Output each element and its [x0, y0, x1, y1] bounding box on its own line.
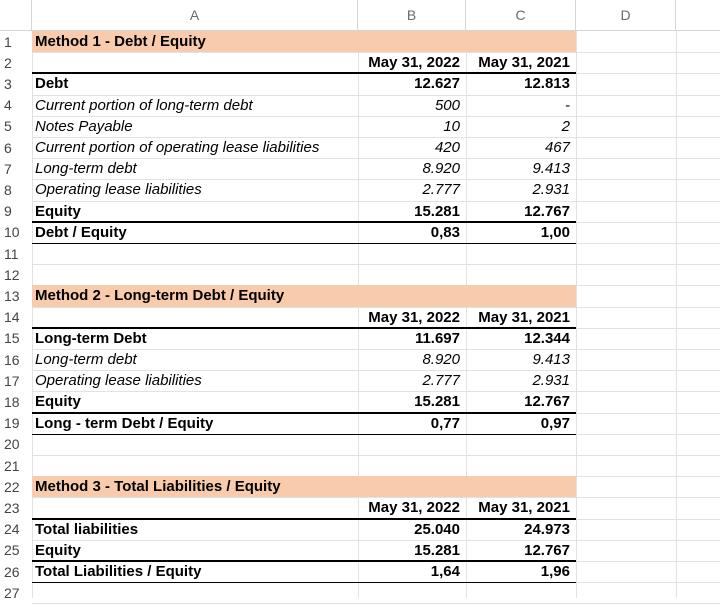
row-header[interactable]: 16 [4, 351, 20, 368]
date-header-2022[interactable]: May 31, 2022 [368, 308, 460, 326]
row-label[interactable]: Notes Payable [35, 117, 133, 135]
value-2021[interactable]: 9.413 [532, 160, 570, 178]
row-label[interactable]: Current portion of long-term debt [35, 96, 253, 114]
date-header-2021[interactable]: May 31, 2021 [478, 499, 570, 517]
section-title[interactable]: Method 3 - Total Liabilities / Equity [32, 476, 576, 497]
value-2022[interactable]: 500 [434, 96, 460, 114]
row-header[interactable]: 11 [4, 245, 19, 262]
row-header[interactable]: 22 [4, 478, 20, 495]
column-header-c[interactable]: C [466, 0, 576, 31]
value-2021[interactable]: 2.931 [532, 372, 570, 390]
row-label[interactable]: Long-term debt [35, 160, 137, 178]
section-title[interactable]: Method 1 - Debt / Equity [32, 31, 576, 52]
row-header[interactable]: 25 [4, 542, 20, 559]
row-label[interactable]: Total liabilities [35, 520, 139, 538]
row-header[interactable]: 9 [4, 203, 12, 220]
border-line [32, 412, 576, 414]
row-header[interactable]: 10 [4, 224, 20, 241]
value-2021[interactable]: 12.767 [524, 541, 570, 559]
value-2022[interactable]: 15.281 [414, 541, 460, 559]
date-header-2021[interactable]: May 31, 2021 [478, 54, 570, 72]
value-2021[interactable]: 2 [561, 117, 570, 135]
row-header[interactable]: 14 [4, 309, 20, 326]
row-label[interactable]: Operating lease liabilities [35, 181, 202, 199]
date-header-2021[interactable]: May 31, 2021 [478, 308, 570, 326]
row-header[interactable]: 4 [4, 97, 12, 114]
value-2021[interactable]: 12.767 [524, 393, 570, 411]
row-header[interactable]: 21 [4, 457, 20, 474]
row-label[interactable]: Current portion of operating lease liabilities [35, 139, 320, 157]
value-2022[interactable]: 11.697 [414, 329, 460, 347]
value-2022[interactable]: 15.281 [414, 393, 460, 411]
value-2022[interactable]: 12.627 [414, 75, 460, 93]
gridline [32, 264, 720, 265]
row-header[interactable]: 7 [4, 160, 12, 177]
row-header[interactable]: 18 [4, 393, 20, 410]
gridline [32, 455, 720, 456]
value-2022[interactable]: 2.777 [422, 372, 460, 390]
row-label[interactable]: Debt [35, 75, 69, 93]
row-header[interactable]: 3 [4, 75, 12, 92]
row-label[interactable]: Long-term debt [35, 351, 137, 369]
value-2022[interactable]: 0,77 [430, 414, 460, 432]
row-header[interactable]: 12 [4, 266, 20, 283]
value-2021[interactable]: 9.413 [532, 351, 570, 369]
value-2022[interactable]: 420 [434, 139, 460, 157]
row-label[interactable]: Total Liabilities / Equity [35, 563, 202, 581]
row-header[interactable]: 1 [4, 33, 12, 50]
row-header[interactable]: 8 [4, 181, 12, 198]
value-2022[interactable]: 10 [443, 117, 460, 135]
border-line [32, 72, 576, 74]
row-header[interactable]: 6 [4, 139, 12, 156]
column-header-d[interactable]: D [576, 0, 676, 31]
value-2021[interactable]: 12.344 [524, 329, 570, 347]
value-2022[interactable]: 25.040 [414, 520, 460, 538]
date-header-2022[interactable]: May 31, 2022 [368, 54, 460, 72]
value-2021[interactable]: 467 [544, 139, 570, 157]
border-line [32, 434, 576, 435]
column-header-b[interactable]: B [358, 0, 466, 31]
section-title[interactable]: Method 2 - Long-term Debt / Equity [32, 285, 576, 306]
border-line [32, 582, 576, 583]
value-2021[interactable]: 12.767 [524, 202, 570, 220]
row-header[interactable]: 26 [4, 563, 20, 580]
value-2021[interactable]: 2.931 [532, 181, 570, 199]
row-label[interactable]: Equity [35, 541, 81, 559]
row-header[interactable]: 5 [4, 118, 12, 135]
row-label[interactable]: Operating lease liabilities [35, 372, 202, 390]
column-header-a[interactable]: A [32, 0, 358, 31]
row-header[interactable]: 24 [4, 521, 20, 538]
row-header[interactable]: 19 [4, 415, 20, 432]
row-label[interactable]: Debt / Equity [35, 223, 127, 241]
value-2022[interactable]: 15.281 [414, 202, 460, 220]
value-2022[interactable]: 2.777 [422, 181, 460, 199]
border-line [32, 518, 576, 520]
value-2021[interactable]: - [565, 96, 570, 114]
value-2022[interactable]: 8.920 [422, 351, 460, 369]
value-2021[interactable]: 1,00 [540, 223, 570, 241]
value-2021[interactable]: 24.973 [524, 520, 570, 538]
row-label[interactable]: Long-term Debt [35, 329, 147, 347]
value-2021[interactable]: 12.813 [524, 75, 570, 93]
value-2022[interactable]: 8.920 [422, 160, 460, 178]
row-header[interactable]: 2 [4, 54, 12, 71]
row-label[interactable]: Equity [35, 202, 81, 220]
border-line [32, 327, 576, 329]
value-2021[interactable]: 1,96 [540, 563, 570, 581]
row-header[interactable]: 15 [4, 330, 20, 347]
row-header[interactable]: 27 [4, 584, 20, 601]
row-header[interactable]: 13 [4, 287, 20, 304]
row-header[interactable]: 17 [4, 372, 20, 389]
value-2022[interactable]: 0,83 [430, 223, 460, 241]
row-header[interactable]: 23 [4, 499, 20, 516]
select-all-corner[interactable] [0, 0, 32, 31]
row-header[interactable]: 20 [4, 436, 20, 453]
row-label[interactable]: Long - term Debt / Equity [35, 414, 214, 432]
column-header-e[interactable] [676, 0, 720, 31]
border-line [32, 221, 576, 223]
value-2022[interactable]: 1,64 [430, 563, 460, 581]
border-line [32, 560, 576, 562]
value-2021[interactable]: 0,97 [540, 414, 570, 432]
date-header-2022[interactable]: May 31, 2022 [368, 499, 460, 517]
row-label[interactable]: Equity [35, 393, 81, 411]
border-line [32, 243, 576, 244]
